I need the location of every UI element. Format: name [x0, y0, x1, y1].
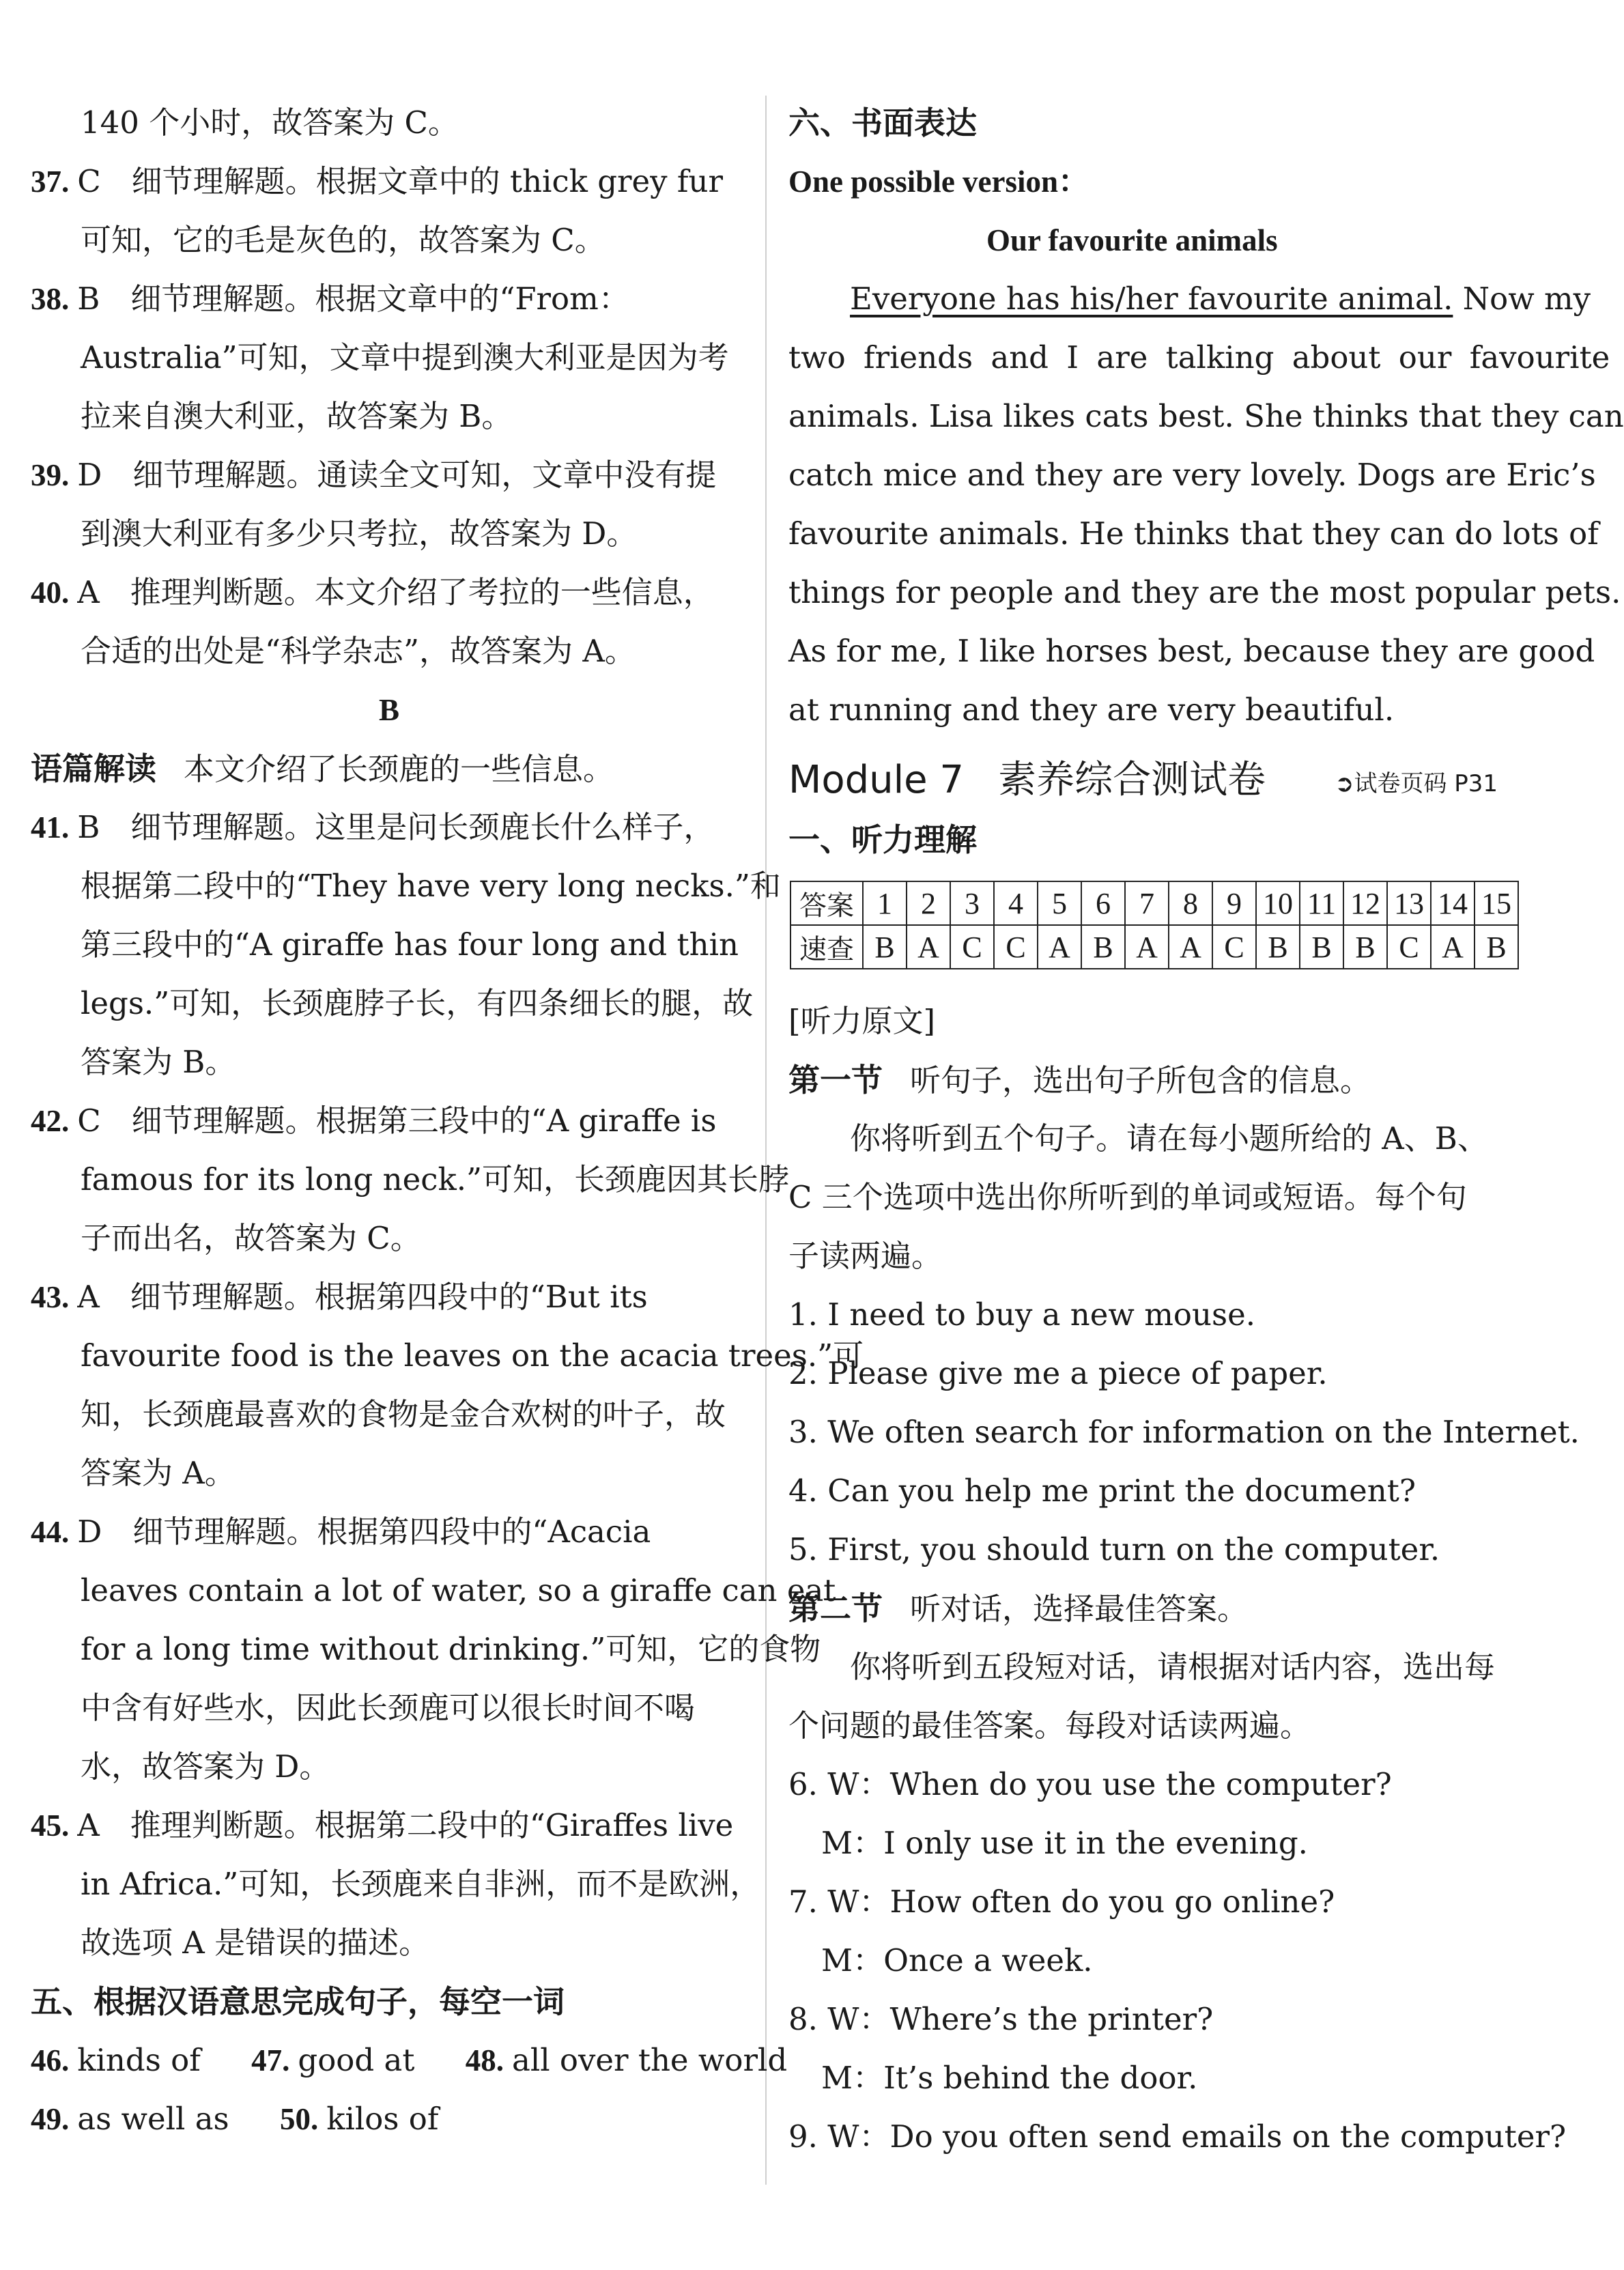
- table-answer-cell: B: [1300, 925, 1343, 969]
- part2-instructions: 你将听到五段短对话，请根据对话内容，选出每: [850, 1649, 1496, 1685]
- section-b-heading: B: [379, 693, 400, 727]
- listening-heading: 一、听力理解: [788, 821, 977, 858]
- answer-38-continuation: Australia”可知，文章中提到澳大利亚是因为考: [81, 339, 729, 375]
- transcript-sentence: 5. First, you should turn on the computer.: [788, 1531, 1440, 1567]
- part1-instructions: 你将听到五个句子。请在每小题所给的 A、B、: [850, 1120, 1488, 1157]
- essay-line: favourite animals. He thinks that they can do lots of: [788, 515, 1599, 552]
- table-number-cell: 5: [1038, 881, 1081, 925]
- answer-40-continuation: 合适的出处是“科学杂志”，故答案为 A。: [81, 633, 636, 669]
- table-number-cell: 14: [1431, 881, 1475, 925]
- table-answer-cell: C: [994, 925, 1038, 969]
- answer-42-continuation: famous for its long neck.”可知，长颈鹿因其长脖: [81, 1161, 790, 1197]
- answer-39-continuation: 到澳大利亚有多少只考拉，故答案为 D。: [81, 515, 638, 552]
- answer-43: 43. A 细节理解题。根据第四段中的“But its: [31, 1279, 648, 1315]
- table-answer-cell: A: [907, 925, 950, 969]
- answers-46-48: 46. kinds of 47. good at 48. all over the world: [31, 2042, 788, 2078]
- table-number-cell: 7: [1125, 881, 1169, 925]
- answer-table-answer-row: [790, 925, 1518, 969]
- version-label: One possible version：: [788, 165, 1089, 199]
- table-number-cell: 1: [863, 881, 907, 925]
- essay-line: at running and they are very beautiful.: [788, 692, 1395, 728]
- essay-line: two friends and I are talking about our favourite: [788, 339, 1610, 375]
- table-number-cell: 8: [1169, 881, 1212, 925]
- answer-43-continuation: 知，长颈鹿最喜欢的食物是金合欢树的叶子，故: [81, 1396, 726, 1432]
- answer-41-continuation: 答案为 B。: [81, 1044, 236, 1080]
- table-answer-cell: C: [1212, 925, 1256, 969]
- dialogue-line: 9. W：Do you often send emails on the computer?: [788, 2118, 1567, 2155]
- dialogue-line: 8. W：Where’s the printer?: [788, 2001, 1214, 2037]
- section-6-heading: 六、书面表达: [788, 104, 977, 141]
- answer-41: 41. B 细节理解题。这里是问长颈鹿长什么样子，: [31, 809, 715, 845]
- answer-43-continuation: 答案为 A。: [81, 1455, 236, 1491]
- answer-44: 44. D 细节理解题。根据第四段中的“Acacia: [31, 1514, 651, 1550]
- answer-44-continuation: 中含有好些水，因此长颈鹿可以很长时间不喝: [81, 1690, 696, 1726]
- answer-45-continuation: in Africa.”可知，长颈鹿来自非洲，而不是欧洲，: [81, 1866, 761, 1902]
- answer-40: 40. A 推理判断题。本文介绍了考拉的一些信息，: [31, 574, 714, 610]
- essay-line: catch mice and they are very lovely. Dogs are Eric’s: [788, 457, 1596, 493]
- essay-line: things for people and they are the most popular pets.: [788, 574, 1621, 610]
- answers-49-50: 49. as well as 50. kilos of: [31, 2101, 439, 2137]
- answer-45: 45. A 推理判断题。根据第二段中的“Giraffes live: [31, 1807, 734, 1843]
- table-number-cell: 10: [1256, 881, 1300, 925]
- table-answer-cell: A: [1125, 925, 1169, 969]
- table-number-cell: 3: [950, 881, 994, 925]
- transcript-sentence: 4. Can you help me print the document?: [788, 1473, 1416, 1509]
- answer-45-continuation: 故选项 A 是错误的描述。: [81, 1925, 430, 1961]
- table-answer-cell: B: [1256, 925, 1300, 969]
- answer-42-continuation: 子而出名，故答案为 C。: [81, 1220, 421, 1256]
- essay-line: Everyone has his/her favourite animal. Now my: [850, 281, 1591, 317]
- answer-38-continuation: 拉来自澳大利亚，故答案为 B。: [81, 398, 513, 434]
- essay-title: Our favourite animals: [986, 223, 1278, 257]
- transcript-sentence: 3. We often search for information on the Internet.: [788, 1414, 1580, 1450]
- answer-36-continuation: 140 个小时，故答案为 C。: [81, 104, 459, 141]
- table-answer-cell: A: [1169, 925, 1212, 969]
- answer-41-continuation: 第三段中的“A giraffe has four long and thin: [81, 926, 739, 963]
- table-number-cell: 6: [1081, 881, 1125, 925]
- dialogue-line: M：Once a week.: [821, 1942, 1093, 1978]
- table-row-label: 答案: [790, 881, 863, 925]
- table-number-cell: 15: [1475, 881, 1518, 925]
- essay-line: As for me, I like horses best, because they are good: [788, 633, 1595, 669]
- answer-41-continuation: 根据第二段中的“They have very long necks.”和: [81, 868, 781, 904]
- answer-table-number-row: [790, 881, 1518, 925]
- part2-instructions: 个问题的最佳答案。每段对话读两遍。: [788, 1707, 1311, 1744]
- part1-instructions: C 三个选项中选出你所听到的单词或短语。每个句: [788, 1179, 1467, 1215]
- transcript-sentence: 2. Please give me a piece of paper.: [788, 1355, 1328, 1391]
- table-answer-cell: B: [863, 925, 907, 969]
- answer-38: 38. B 细节理解题。根据文章中的“From：: [31, 281, 629, 317]
- module-title: Module 7 素养综合测试卷: [788, 758, 1266, 802]
- dialogue-line: 7. W：How often do you go online?: [788, 1884, 1335, 1920]
- column-divider: [765, 96, 767, 2185]
- page-reference: ➲试卷页码 P31: [1335, 770, 1498, 797]
- table-answer-cell: C: [950, 925, 994, 969]
- table-number-cell: 12: [1343, 881, 1387, 925]
- table-answer-cell: A: [1431, 925, 1475, 969]
- answer-44-continuation: leaves contain a lot of water, so a giraffe can eat: [81, 1572, 836, 1608]
- dialogue-line: M：It’s behind the door.: [821, 2060, 1198, 2096]
- table-number-cell: 9: [1212, 881, 1256, 925]
- answer-42: 42. C 细节理解题。根据第三段中的“A giraffe is: [31, 1103, 717, 1139]
- answer-43-continuation: favourite food is the leaves on the acacia trees.”可: [81, 1337, 864, 1374]
- part1-instructions: 子读两遍。: [788, 1238, 943, 1274]
- answer-37: 37. C 细节理解题。根据文章中的 thick grey fur: [31, 163, 724, 199]
- table-number-cell: 11: [1300, 881, 1343, 925]
- passage-summary: 语篇解读 本文介绍了长颈鹿的一些信息。: [31, 750, 614, 787]
- answer-44-continuation: for a long time without drinking.”可知，它的食物: [81, 1631, 821, 1667]
- dialogue-line: 6. W：When do you use the computer?: [788, 1766, 1392, 1802]
- table-answer-cell: B: [1475, 925, 1518, 969]
- part1-heading: 第一节 听句子，选出句子所包含的信息。: [788, 1062, 1371, 1098]
- answer-table: [790, 881, 1519, 969]
- answer-39: 39. D 细节理解题。通读全文可知，文章中没有提: [31, 457, 717, 493]
- answer-44-continuation: 水，故答案为 D。: [81, 1748, 330, 1785]
- essay-line: animals. Lisa likes cats best. She thinks that they can: [788, 398, 1624, 434]
- table-number-cell: 2: [907, 881, 950, 925]
- table-number-cell: 4: [994, 881, 1038, 925]
- transcript-label: [听力原文]: [788, 1003, 936, 1039]
- section-5-heading: 五、根据汉语意思完成句子，每空一词: [31, 1983, 565, 2020]
- table-answer-cell: C: [1387, 925, 1431, 969]
- answer-37-continuation: 可知，它的毛是灰色的，故答案为 C。: [81, 222, 606, 258]
- table-answer-cell: A: [1038, 925, 1081, 969]
- table-answer-cell: B: [1081, 925, 1125, 969]
- part2-heading: 第二节 听对话，选择最佳答案。: [788, 1590, 1249, 1627]
- dialogue-line: M：I only use it in the evening.: [821, 1825, 1308, 1861]
- table-row-label: 速查: [790, 925, 863, 969]
- answer-41-continuation: legs.”可知，长颈鹿脖子长，有四条细长的腿，故: [81, 985, 754, 1021]
- table-answer-cell: B: [1343, 925, 1387, 969]
- table-number-cell: 13: [1387, 881, 1431, 925]
- transcript-sentence: 1. I need to buy a new mouse.: [788, 1296, 1256, 1333]
